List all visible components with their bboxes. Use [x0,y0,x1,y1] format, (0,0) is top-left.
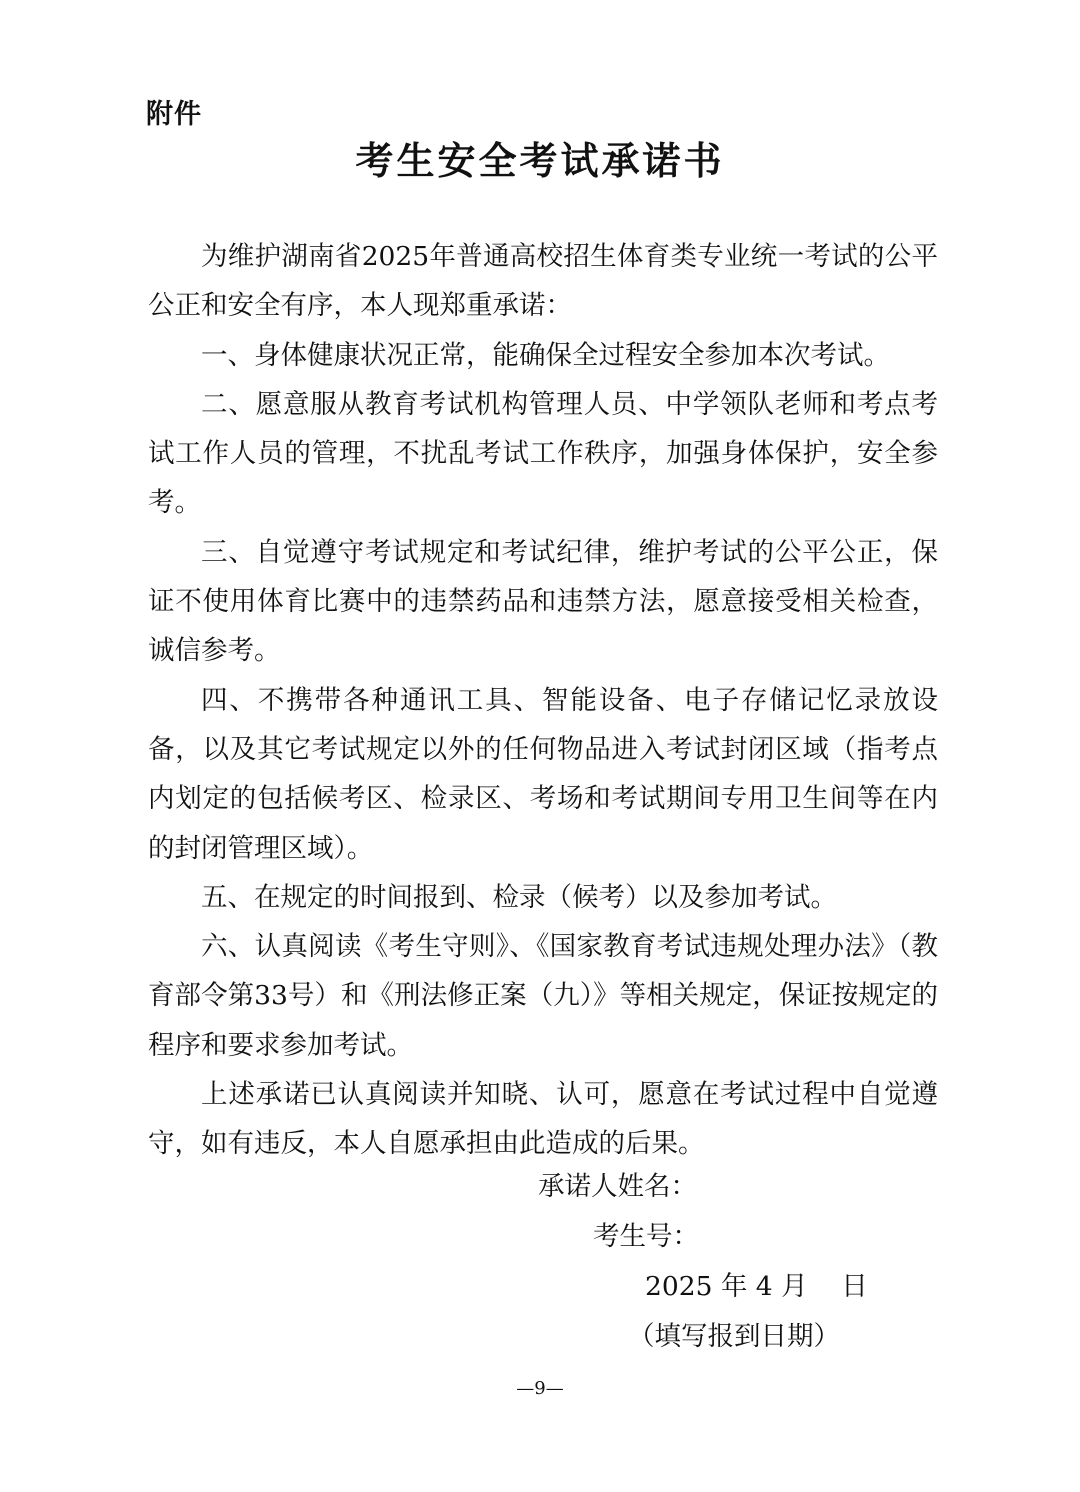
paragraph-item-5: 五、在规定的时间报到、检录（候考）以及参加考试。 [201,881,837,913]
paragraph-item-4: 四、不携带各种通讯工具、智能设备、电子存储记忆录放设备，以及其它考试规定以外的任何物品进入考试封闭区域（指考点内划定的包括候考区、检录区、考场和考试期间专用卫生间等在内的封闭管理区域）。 [148,684,938,864]
attachment-label: 附件 [146,99,202,130]
paragraph-closing: 上述承诺已认真阅读并知晓、认可，愿意在考试过程中自觉遵守，如有违反，本人自愿承担由此造成的后果。 [148,1079,938,1160]
signature-date: 2025 年 4 月 日 [645,1271,868,1302]
date-note: （填写报到日期） [628,1321,840,1352]
paragraph-item-1: 一、身体健康状况正常，能确保全过程安全参加本次考试。 [201,339,890,371]
signer-name-label: 承诺人姓名： [538,1171,697,1202]
commitment-body [148,232,938,1169]
paragraph-item-6: 六、认真阅读《考生守则》、《国家教育考试违规处理办法》（教育部令第33号）和《刑法修正案（九）》等相关规定，保证按规定的程序和要求参加考试。 [148,931,938,1061]
paragraph-item-2: 二、愿意服从教育考试机构管理人员、中学领队老师和考点考试工作人员的管理，不扰乱考试工作秩序，加强身体保护，安全参考。 [148,388,938,519]
paragraph-intro: 为维护湖南省2025年普通高校招生体育类专业统一考试的公平公正和安全有序，本人现郑重承诺： [148,241,938,322]
exam-number-label: 考生号： [593,1221,699,1252]
page-number: —9— [516,1378,564,1399]
paragraph-item-3: 三、自觉遵守考试规定和考试纪律，维护考试的公平公正，保证不使用体育比赛中的违禁药品和违禁方法，愿意接受相关检查，诚信参考。 [148,536,938,667]
document-title: 考生安全考试承诺书 [355,138,725,183]
